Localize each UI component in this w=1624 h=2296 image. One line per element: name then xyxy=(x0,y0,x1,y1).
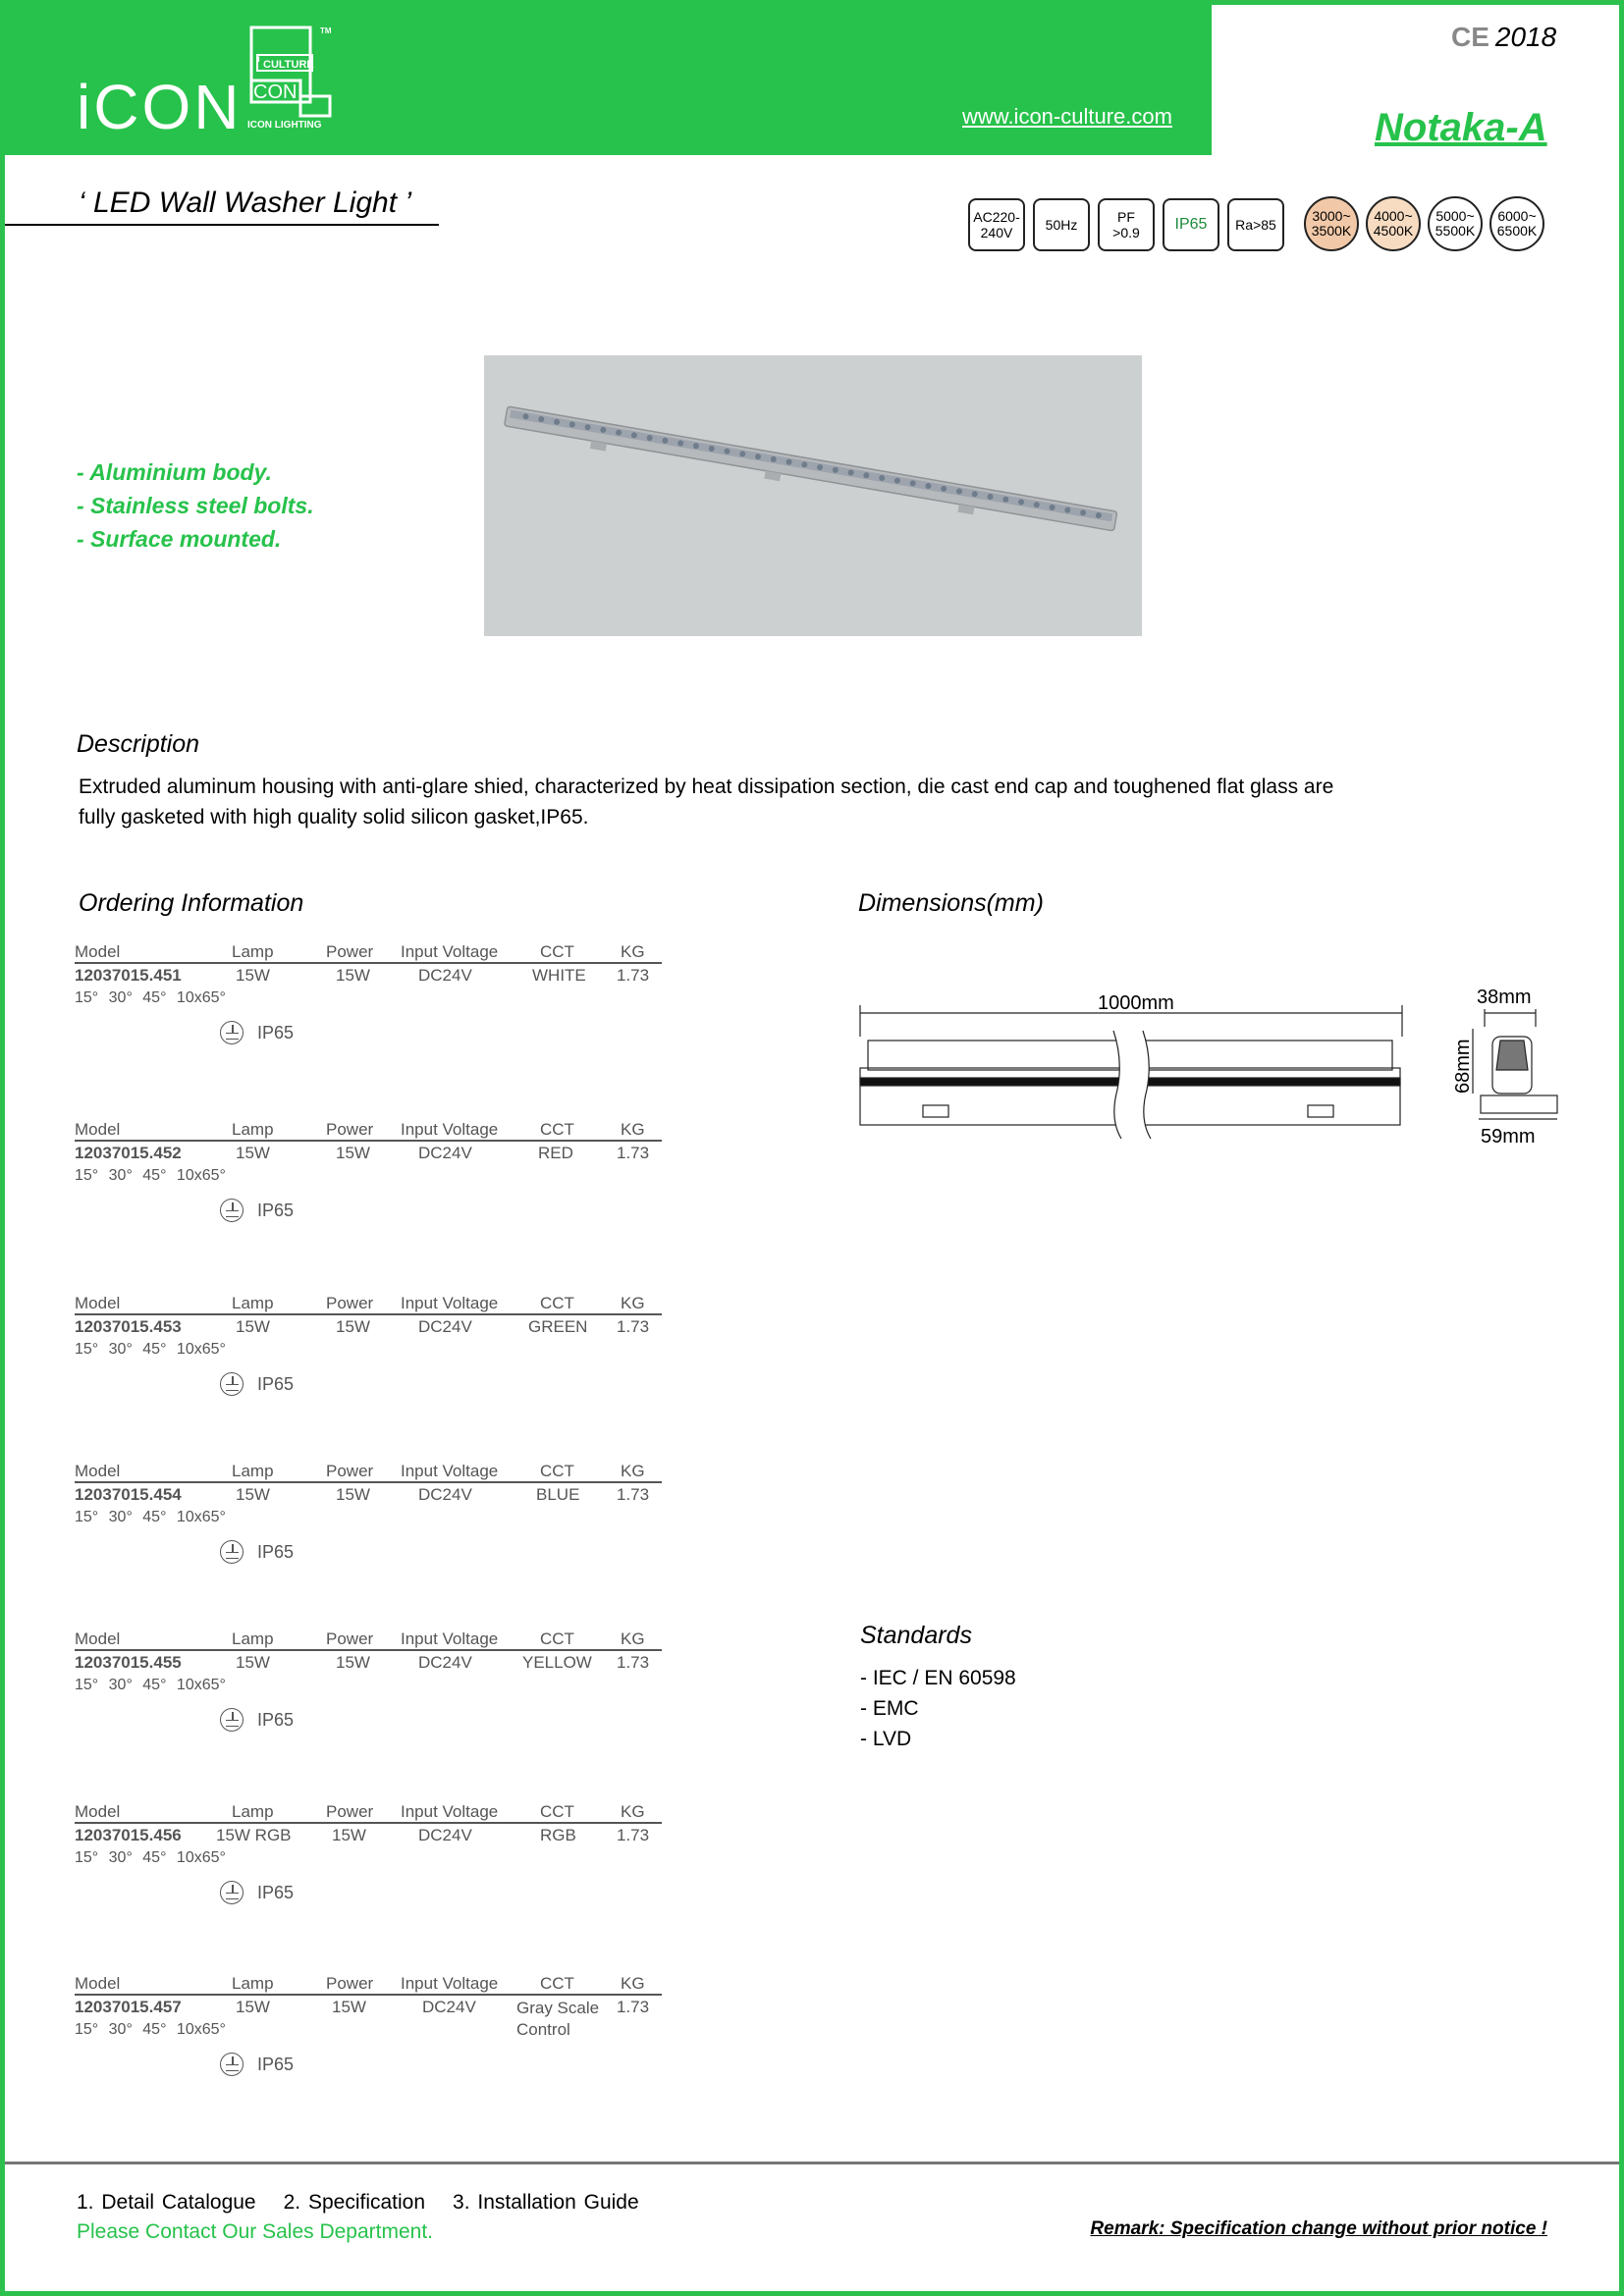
website-link[interactable]: www.icon-culture.com xyxy=(962,104,1172,129)
feature-list xyxy=(77,455,314,556)
ground-icon xyxy=(220,2053,244,2076)
standard-item: - EMC xyxy=(860,1697,919,1720)
ip-rating: IP65 xyxy=(220,2053,294,2076)
contact-text: Please Contact Our Sales Department. xyxy=(77,2220,434,2243)
cct-badges xyxy=(1304,196,1544,251)
order-table xyxy=(75,940,662,1042)
brand-logo-text: iCON xyxy=(77,72,243,142)
spec-badge-ra: Ra>85 xyxy=(1227,198,1284,251)
beam-angles: 15° 30° 45° 10x65° xyxy=(75,2021,226,2038)
table-header: Model Lamp Power Input Voltage CCT KG xyxy=(75,1800,662,1824)
spec-badge-frequency: 50Hz xyxy=(1033,198,1090,251)
footer-link-specification[interactable]: 2. Specification xyxy=(283,2191,426,2214)
beam-angles: 15° 30° 45° 10x65° xyxy=(75,989,226,1006)
year-text: 2018 xyxy=(1494,22,1557,52)
height-label: 68mm xyxy=(1452,1039,1474,1094)
ground-icon xyxy=(220,1881,244,1904)
table-header: Model Lamp Power Input Voltage CCT KG xyxy=(75,1460,662,1483)
feature-item: - Stainless steel bolts. xyxy=(77,493,314,518)
ground-icon xyxy=(220,1021,244,1044)
table-header: Model Lamp Power Input Voltage CCT KG xyxy=(75,1628,662,1651)
feature-item: - Aluminium body. xyxy=(77,459,272,485)
ip-rating: IP65 xyxy=(220,1199,294,1222)
beam-angles: 15° 30° 45° 10x65° xyxy=(75,1849,226,1866)
ip-rating: IP65 xyxy=(220,1708,294,1732)
standard-item: - LVD xyxy=(860,1728,912,1750)
ordering-heading: Ordering Information xyxy=(79,889,304,917)
ce-mark: CE xyxy=(1451,22,1489,52)
width-bottom-label: 59mm xyxy=(1481,1126,1536,1148)
ground-icon xyxy=(220,1199,244,1222)
logo-tm-text: TM xyxy=(320,27,332,35)
beam-angles: 15° 30° 45° 10x65° xyxy=(75,1677,226,1693)
cct-badge-6000: 6000~ 6500K xyxy=(1489,196,1544,251)
header-top-line xyxy=(1212,0,1624,5)
cct-badge-4000: 4000~ 4500K xyxy=(1366,196,1421,251)
cct-badge-5000: 5000~ 5500K xyxy=(1428,196,1483,251)
table-row: 12037015.457 15W 15W DC24V Gray Scale Control 1.73 xyxy=(75,1998,650,2039)
ground-icon xyxy=(220,1372,244,1396)
logo-culture-text: CULTURE xyxy=(263,59,314,71)
dimensions-heading: Dimensions(mm) xyxy=(858,889,1044,917)
ip-rating: IP65 xyxy=(220,1540,294,1564)
description-heading: Description xyxy=(77,730,200,758)
table-row: 12037015.453 15W 15W DC24V GREEN 1.73 xyxy=(75,1317,650,1336)
feature-item: - Surface mounted. xyxy=(77,526,282,552)
table-row: 12037015.455 15W 15W DC24V YELLOW 1.73 xyxy=(75,1653,650,1672)
footer-link-catalogue[interactable]: 1. Detail Catalogue xyxy=(77,2191,256,2214)
standards-heading: Standards xyxy=(860,1622,972,1649)
order-table xyxy=(75,1628,662,1730)
length-label: 1000mm xyxy=(1098,992,1174,1014)
spec-badges xyxy=(968,198,1284,251)
order-table xyxy=(75,1800,662,1902)
footer-divider xyxy=(5,2162,1619,2164)
svg-text:i: i xyxy=(257,54,260,65)
order-table xyxy=(75,1460,662,1562)
table-header: Model Lamp Power Input Voltage CCT KG xyxy=(75,940,662,964)
order-table xyxy=(75,1292,662,1394)
ip-rating: IP65 xyxy=(220,1881,294,1904)
spec-badge-voltage: AC220- 240V xyxy=(968,198,1025,251)
standard-item: - IEC / EN 60598 xyxy=(860,1667,1016,1689)
table-row: 12037015.454 15W 15W DC24V BLUE 1.73 xyxy=(75,1485,650,1504)
product-title: ‘ LED Wall Washer Light ’ xyxy=(5,187,439,226)
table-row: 12037015.452 15W 15W DC24V RED 1.73 xyxy=(75,1144,650,1162)
cct-badge-3000: 3000~ 3500K xyxy=(1304,196,1359,251)
width-top-label: 38mm xyxy=(1477,987,1532,1008)
table-header: Model Lamp Power Input Voltage CCT KG xyxy=(75,1292,662,1315)
spec-badge-ip: IP65 xyxy=(1163,198,1219,251)
ip-rating: IP65 xyxy=(220,1372,294,1396)
beam-angles: 15° 30° 45° 10x65° xyxy=(75,1341,226,1358)
product-photo xyxy=(484,355,1142,636)
standards-list xyxy=(860,1663,1016,1754)
logo-con-text: CON xyxy=(253,81,298,103)
table-row: 12037015.456 15W RGB 15W DC24V RGB 1.73 xyxy=(75,1826,650,1844)
table-row: 12037015.451 15W 15W DC24V WHITE 1.73 xyxy=(75,966,650,985)
dimension-drawing xyxy=(856,982,1563,1148)
ip-rating: IP65 xyxy=(220,1021,294,1044)
model-name: Notaka-A xyxy=(1375,106,1547,149)
table-header: Model Lamp Power Input Voltage CCT KG xyxy=(75,1118,662,1142)
remark-text: Remark: Specification change without prior notice ! xyxy=(1090,2218,1547,2239)
spec-badge-power-factor: PF >0.9 xyxy=(1098,198,1155,251)
table-header: Model Lamp Power Input Voltage CCT KG xyxy=(75,1972,662,1996)
footer-links xyxy=(77,2191,667,2215)
ground-icon xyxy=(220,1708,244,1732)
order-table xyxy=(75,1118,662,1220)
ground-icon xyxy=(220,1540,244,1564)
beam-angles: 15° 30° 45° 10x65° xyxy=(75,1509,226,1525)
ce-year xyxy=(1451,22,1556,53)
footer-link-installation[interactable]: 3. Installation Guide xyxy=(453,2191,639,2214)
logo-sub-text: ICON LIGHTING xyxy=(247,120,322,131)
description-text: Extruded aluminum housing with anti-glare shied, characterized by heat dissipation section, die cast end cap and toughened flat glass are fully gasketed with high quality solid silicon gasket,IP65. xyxy=(79,775,1334,828)
beam-angles: 15° 30° 45° 10x65° xyxy=(75,1167,226,1184)
order-table xyxy=(75,1972,662,2074)
brand-logo-mark xyxy=(247,26,336,133)
